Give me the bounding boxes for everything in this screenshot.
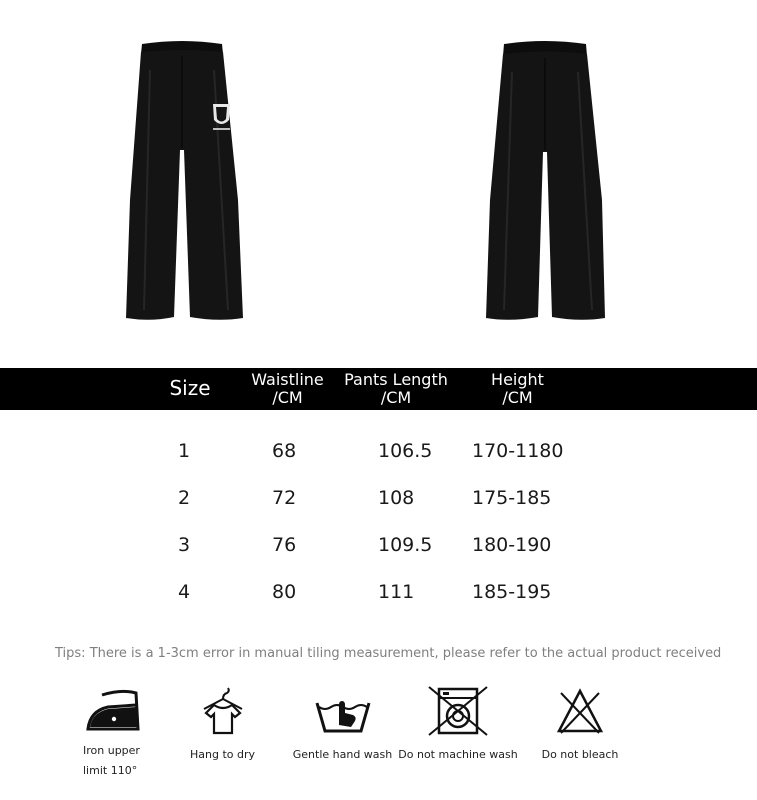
cell-waistline: 68 — [272, 440, 297, 462]
header-waistline-label: Waistline — [251, 370, 324, 389]
cell-waistline: 80 — [272, 581, 297, 603]
header-height-label: Height — [491, 370, 544, 389]
care-iron — [75, 685, 150, 781]
cell-height: 180-190 — [472, 534, 552, 556]
table-row — [0, 530, 757, 560]
cell-pants-length: 111 — [378, 581, 415, 603]
cell-size: 3 — [178, 534, 191, 556]
table-row — [0, 577, 757, 607]
cell-size: 1 — [178, 440, 191, 462]
no-bleach-icon — [555, 685, 605, 737]
hand-wash-icon — [313, 685, 373, 737]
header-waistline-unit: /CM — [272, 388, 303, 407]
header-pants-length-label: Pants Length — [344, 370, 448, 389]
cell-size: 4 — [178, 581, 191, 603]
size-table-body — [0, 410, 757, 630]
cell-pants-length: 109.5 — [378, 534, 433, 556]
product-images — [0, 0, 757, 365]
care-iron-label-1: Iron upper — [83, 744, 140, 757]
header-height — [470, 371, 565, 407]
header-pants-length-unit: /CM — [380, 388, 412, 407]
care-no-machine-wash — [398, 685, 518, 765]
table-row — [0, 483, 757, 513]
care-no-machine-label: Do not machine wash — [398, 748, 518, 761]
measurement-tips: Tips: There is a 1-3cm error in manual tiling measurement, please refer to the actual product received — [55, 646, 722, 661]
header-pants-length — [340, 371, 452, 407]
cell-pants-length: 106.5 — [378, 440, 433, 462]
care-hang-dry — [185, 685, 260, 765]
care-hand-label: Gentle hand wash — [292, 748, 393, 761]
care-hand-wash — [290, 685, 395, 765]
care-no-bleach-label: Do not bleach — [541, 748, 619, 761]
no-machine-wash-icon — [427, 685, 489, 737]
iron-icon — [82, 685, 144, 735]
care-iron-label-2: limit 110° — [83, 764, 138, 777]
size-table-header — [0, 368, 757, 410]
header-size: Size — [169, 376, 211, 400]
cell-height: 175-185 — [472, 487, 552, 509]
cell-height: 185-195 — [472, 581, 552, 603]
pants-front-image — [110, 30, 255, 330]
cell-waistline: 76 — [272, 534, 297, 556]
cell-height: 170-1180 — [472, 440, 564, 462]
table-row — [0, 436, 757, 466]
cell-pants-length: 108 — [378, 487, 415, 509]
cell-size: 2 — [178, 487, 191, 509]
care-hang-label: Hang to dry — [189, 748, 256, 761]
hanger-shirt-icon — [200, 685, 246, 737]
header-height-unit: /CM — [502, 388, 533, 407]
header-waistline — [240, 371, 335, 407]
pants-back-image — [470, 30, 620, 330]
cell-waistline: 72 — [272, 487, 297, 509]
care-no-bleach — [535, 685, 625, 765]
